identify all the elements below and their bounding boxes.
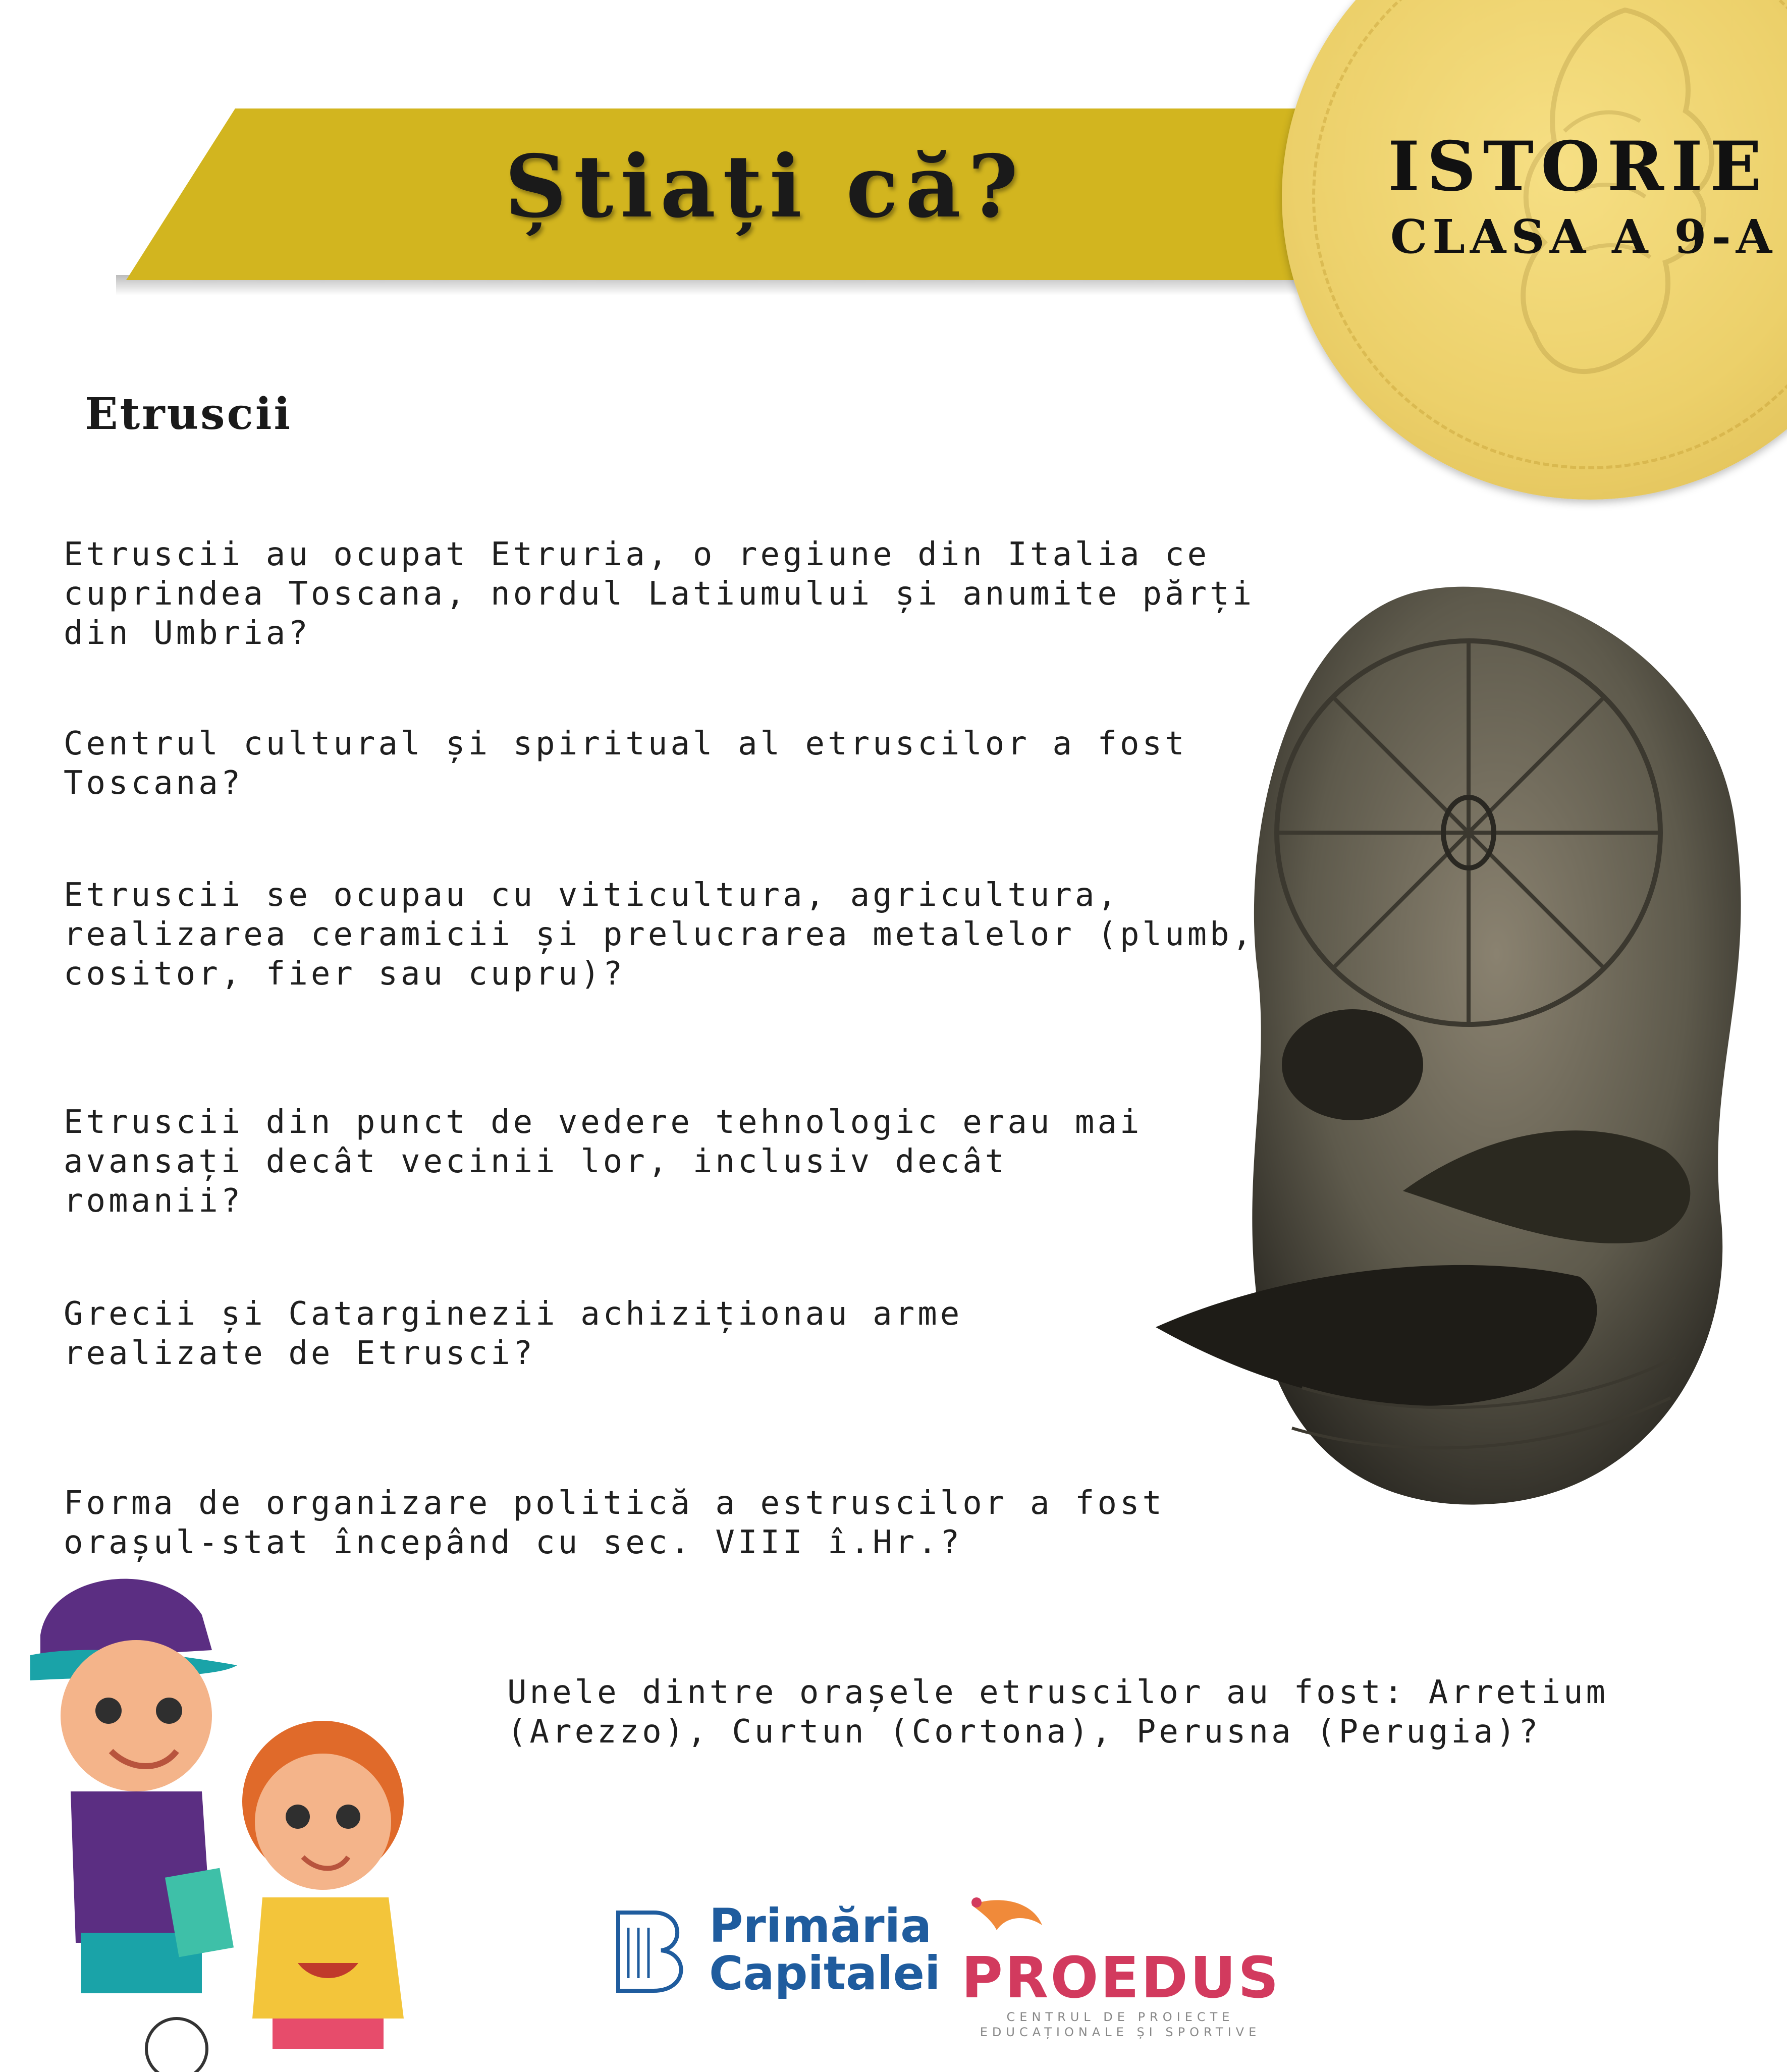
proedus-tagline: CENTRUL DE PROIECTE EDUCAȚIONALE ȘI SPORTIVE [980,2010,1261,2039]
proedus-flame-icon [966,1895,1047,1950]
fact-3: Etruscii se ocupau cu viticultura, agricultura, realizarea ceramicii și prelucrarea metalelor (plumb, cositor, fier sau cupru)? [64,877,1255,993]
fact-5: Grecii și Catarginezii achiziționau arme realizate de Etrusci? [64,1295,963,1372]
primaria-logo-text [709,1899,941,2000]
grade-label: CLASA A 9-A [1390,209,1777,264]
fact-1: Etruscii au ocupat Etruria, o regiune din Italia ce cuprindea Toscana, nordul Latiumului și anumite părți din Umbria? [64,536,1255,652]
fact-6: Forma de organizare politică a estruscilor a fost orașul-stat începând cu sec. VIII î.Hr.? [64,1485,1165,1561]
primaria-line-2: Capitalei [709,1946,941,2000]
page-title: Știați că? [505,136,1025,237]
proedus-logo-text: PROEDUS [961,1945,1281,2011]
fact-4: Etruscii din punct de vedere tehnologic erau mai avansați decât vecinii lor, inclusiv decât romanii? [64,1104,1143,1220]
primaria-line-1: Primăria [709,1899,932,1953]
kids-illustration [0,1549,464,2072]
etruscan-artifact-image [1141,570,1786,1529]
section-title: Etruscii [85,389,293,440]
primaria-building-icon [613,1907,689,1993]
fact-2: Centrul cultural și spiritual al etruscilor a fost Toscana? [64,725,1187,802]
fact-7: Unele dintre orașele etruscilor au fost: Arretium (Arezzo), Curtun (Cortona), Perusna (Perugia)? [507,1674,1609,1751]
subject-label: ISTORIE [1388,126,1769,206]
